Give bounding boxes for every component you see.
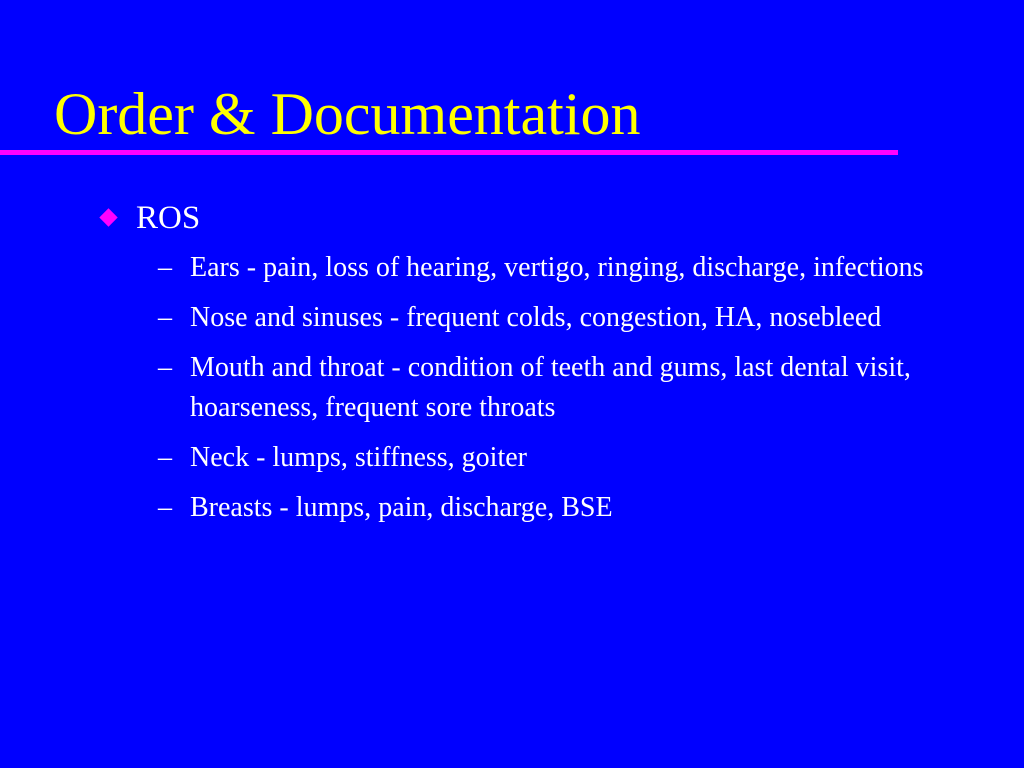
list-item <box>146 248 960 288</box>
dash-marker: – <box>158 252 172 283</box>
list-item <box>146 348 960 428</box>
list-item-text: Mouth and throat - condition of teeth and gums, last dental visit, hoarseness, frequent sore throats <box>190 352 911 423</box>
list-item <box>146 438 960 478</box>
list-item-ros <box>98 196 978 528</box>
dash-marker: – <box>158 352 172 383</box>
list-item-text: Breasts - lumps, pain, discharge, BSE <box>190 492 613 523</box>
list-item-text: Nose and sinuses - frequent colds, congestion, HA, nosebleed <box>190 302 882 333</box>
bullet-label: ROS <box>136 200 201 236</box>
slide-title: Order & Documentation <box>54 81 641 147</box>
dash-marker: – <box>158 302 172 333</box>
title-underline <box>0 150 898 155</box>
list-item-text: Ears - pain, loss of hearing, vertigo, ringing, discharge, infections <box>190 252 924 283</box>
diamond-bullet-icon <box>99 208 117 226</box>
list-item-text: Neck - lumps, stiffness, goiter <box>190 442 527 473</box>
dash-marker: – <box>158 442 172 473</box>
list-item <box>146 488 960 528</box>
list-item <box>146 298 960 338</box>
dash-marker: – <box>158 492 172 523</box>
sub-list <box>136 248 978 528</box>
bullet-list <box>98 196 978 538</box>
